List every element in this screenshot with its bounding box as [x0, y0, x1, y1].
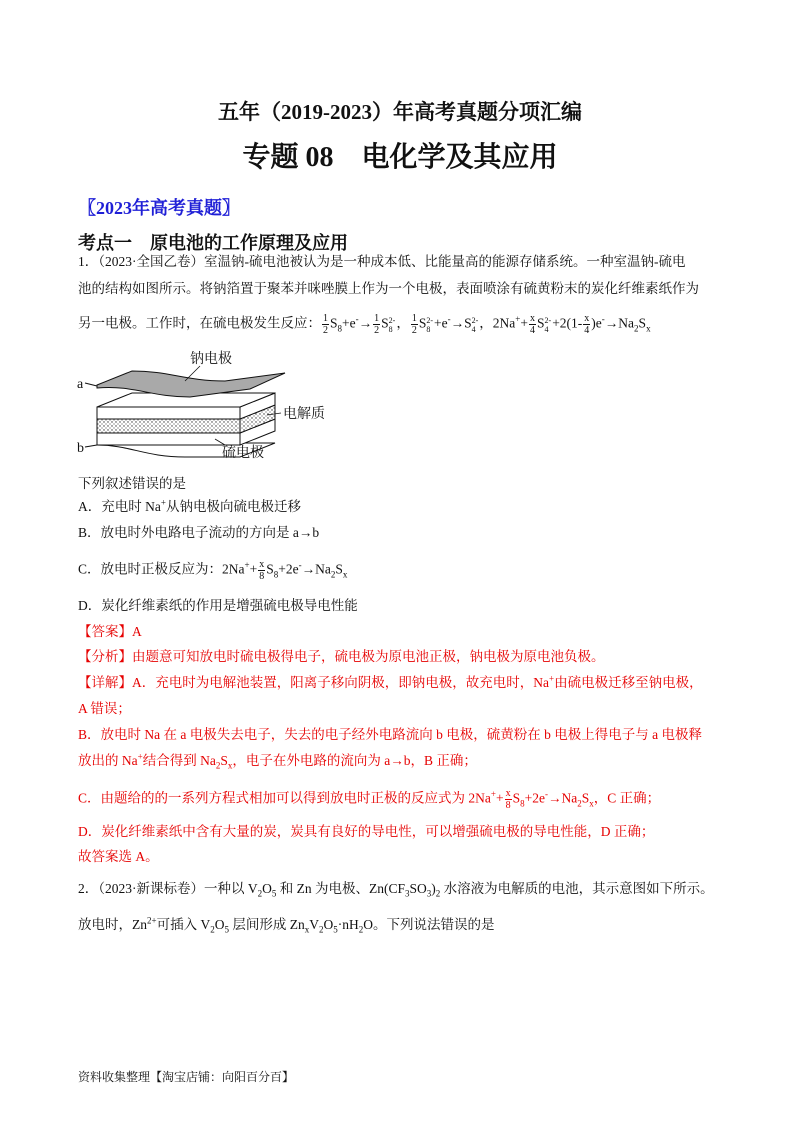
q1-detail-line-5: [78, 788, 660, 811]
subscript: x: [342, 569, 348, 580]
subscript: 5: [224, 924, 229, 935]
fraction: [505, 788, 512, 811]
fraction-denominator: 8: [259, 571, 265, 582]
subscript: 2: [257, 888, 263, 899]
subscript: 4: [544, 324, 549, 334]
q1-option-a: [78, 498, 301, 516]
fraction-denominator: 4: [584, 325, 590, 336]
q1-detail-line-7: 故答案选 A。: [78, 849, 159, 864]
q1-detail-line-2: A 错误；: [78, 701, 131, 716]
subscript: 8: [426, 324, 431, 334]
text-run: →Na: [547, 790, 578, 806]
subscript: 8: [520, 798, 525, 809]
text-run: S: [512, 790, 521, 806]
wire-b: [85, 445, 97, 447]
text-run: S: [220, 753, 228, 768]
subscript: 2: [634, 323, 639, 334]
text-run: S: [381, 315, 389, 331]
knowledge-point-heading: 考点一 原电池的工作原理及应用: [78, 233, 348, 253]
subscript: x: [227, 760, 233, 771]
year-heading: 〖2023年高考真题〗: [78, 198, 240, 218]
text-run: 可插入 V: [156, 917, 211, 932]
document-title: 五年（2019-2023）年高考真题分项汇编: [218, 100, 582, 124]
fraction: [529, 313, 536, 336]
text-run: +2e: [278, 561, 299, 577]
q1-detail-line-1: [78, 674, 703, 692]
text-run: S: [537, 315, 545, 331]
subscript: 8: [273, 569, 279, 580]
electrode-label-b: b: [77, 441, 84, 456]
fraction-denominator: 2: [323, 325, 328, 336]
text-run: 另一电极。工作时，在硫电极发生反应：: [78, 315, 321, 331]
superscript: -: [298, 560, 302, 571]
subscript: 2: [358, 924, 364, 935]
fraction: [258, 559, 265, 582]
superscript: 2-: [388, 315, 396, 325]
subscript: 3: [405, 888, 410, 899]
text-run: S: [266, 561, 274, 577]
text-run: →Na: [301, 561, 331, 577]
subscript: 5: [333, 924, 338, 935]
topic-title: 专题 08 电化学及其应用: [242, 142, 558, 173]
q1-prompt: 下列叙述错误的是: [78, 476, 186, 491]
electrolyte-label: 电解质: [283, 407, 325, 422]
text-run: )e: [591, 315, 602, 331]
superscript: -: [447, 314, 451, 325]
q1-analysis: 【分析】由题意可知放电时硫电极得电子，硫电极为原电池正极，钠电极为原电池负极。: [78, 649, 605, 664]
text-run: 层间形成 Zn: [228, 917, 305, 932]
sodium-electrode-label: 钠电极: [190, 352, 232, 367]
text-run: 放电时，Zn: [78, 917, 147, 932]
fraction-denominator: 2: [411, 325, 417, 336]
superscript: +: [160, 497, 166, 508]
electrode-label-a: a: [77, 377, 84, 392]
superscript: -: [355, 314, 359, 325]
wire-a: [85, 383, 97, 386]
stacked-index: [389, 316, 396, 334]
superscript: -: [544, 789, 548, 800]
subscript: 4: [471, 324, 476, 334]
q1-stem-line-3: [78, 313, 651, 336]
stacked-index: [472, 316, 479, 334]
superscript: +: [490, 789, 496, 800]
text-run: O: [323, 917, 334, 932]
text-run: O: [214, 917, 225, 932]
fraction-numerator: 1: [323, 313, 328, 324]
superscript: -: [601, 314, 605, 325]
fraction-numerator: x: [530, 313, 535, 324]
subscript: 2: [435, 888, 441, 899]
subscript: 2: [210, 924, 215, 935]
subscript: 8: [388, 324, 393, 334]
text-run: 和 Zn 为电极、Zn(CF: [276, 881, 406, 896]
fraction-numerator: 1: [411, 313, 417, 324]
text-run: S: [418, 315, 427, 331]
superscript: 2-: [471, 315, 479, 325]
fraction-numerator: x: [505, 788, 511, 799]
subscript: 3: [426, 888, 432, 899]
text-run: SO: [409, 881, 427, 896]
text-run: 【详解】A．充电时为电解池装置，阳离子移向阴极，即钠电极，故充电时，Na: [78, 675, 549, 690]
text-run: +e: [434, 315, 448, 331]
stacked-index: [426, 316, 433, 334]
subscript: 8: [337, 323, 343, 334]
q1-stem-line-1: 1．（2023·全国乙卷）室温钠-硫电池被认为是一种成本低、比能量高的能源存储系统。一种室温钠-硫电: [78, 254, 686, 269]
text-run: →Na: [604, 315, 635, 331]
subscript: 2: [318, 924, 324, 935]
text-run: →S: [450, 315, 472, 331]
q1-answer: 【答案】A: [78, 624, 142, 639]
subscript: x: [646, 323, 651, 334]
fraction-denominator: 8: [505, 800, 511, 811]
text-run: →: [358, 315, 373, 331]
fraction: [322, 313, 329, 336]
text-run: S: [335, 561, 343, 577]
text-run: O: [262, 881, 272, 896]
fraction-numerator: x: [259, 559, 265, 570]
text-run: +: [495, 790, 504, 806]
text-run: 水溶液为电解质的电池，其示意图如下所示。: [440, 881, 714, 896]
battery-structure-diagram: [75, 345, 345, 465]
subscript: 2: [577, 798, 582, 809]
text-run: V: [309, 917, 319, 932]
q1-detail-line-4: [78, 752, 477, 770]
page-footer: 资料收集整理【淘宝店铺：向阳百分百】: [78, 1070, 295, 1084]
fraction-denominator: 2: [374, 325, 380, 336]
text-run: C．放电时正极反应为：2Na: [78, 561, 245, 577]
q1-option-b: B．放电时外电路电子流动的方向是 a→b: [78, 525, 320, 540]
text-run: 2．（2023·新课标卷）一种以 V: [78, 881, 258, 896]
text-run: S: [330, 315, 338, 331]
q2-stem-line-1: [78, 880, 714, 898]
sulfur-electrode-label: 硫电极: [222, 446, 264, 461]
fraction: [411, 313, 418, 336]
q1-detail-line-3: B．放电时 Na 在 a 电极失去电子，失去的电子经外电路流向 b 电极，硫黄粉在 b 电极上得电子与 a 电极释: [78, 727, 702, 742]
subscript: x: [589, 798, 594, 809]
text-run: S: [581, 790, 590, 806]
superscript: 2+: [147, 915, 157, 926]
fraction: [583, 313, 590, 336]
q1-option-c: [78, 559, 347, 582]
text-run: ，: [396, 315, 410, 331]
text-run: C．由题给的的一系列方程式相加可以得到放电时正极的反应式为 2Na: [78, 790, 491, 806]
superscript: +: [549, 673, 555, 684]
text-run: ·nH: [337, 917, 359, 932]
text-run: 结合得到 Na: [142, 753, 216, 768]
text-run: ，电子在外电路的流向为 a→b，B 正确；: [232, 753, 477, 768]
text-run: ): [431, 881, 436, 896]
stacked-index: [545, 316, 552, 334]
fraction-denominator: 4: [530, 325, 535, 336]
superscript: 2-: [544, 315, 552, 325]
subscript: 2: [215, 760, 221, 771]
superscript: +: [137, 751, 143, 762]
text-run: A．充电时 Na: [78, 499, 161, 514]
q2-stem-line-2: [78, 916, 494, 934]
superscript: +: [515, 314, 521, 325]
fraction-numerator: x: [584, 313, 590, 324]
text-run: +: [520, 315, 528, 331]
subscript: x: [304, 924, 310, 935]
q1-detail-line-6: D．炭化纤维素纸中含有大量的炭，炭具有良好的导电性，可以增强硫电极的导电性能，D 正确；: [78, 824, 655, 839]
superscript: 2-: [426, 315, 433, 325]
text-run: +e: [342, 315, 356, 331]
fraction: [373, 313, 380, 336]
q1-stem-line-2: 池的结构如图所示。将钠箔置于聚苯并咪唑膜上作为一个电极，表面喷涂有硫黄粉末的炭化纤维素纸作为: [78, 281, 699, 296]
text-run: S: [638, 315, 647, 331]
subscript: 5: [271, 888, 277, 899]
text-run: ，C 正确；: [593, 790, 661, 806]
text-run: ，2Na: [479, 315, 516, 331]
subscript: 2: [330, 569, 336, 580]
text-run: 由硫电极迁移至钠电极，: [554, 675, 703, 690]
text-run: O。下列说法错误的是: [363, 917, 495, 932]
superscript: +: [244, 560, 250, 571]
text-run: 从钠电极向硫电极迁移: [165, 499, 301, 514]
fraction-numerator: 1: [374, 313, 380, 324]
text-run: 放出的 Na: [78, 753, 138, 768]
q1-option-d: D．炭化纤维素纸的作用是增强硫电极导电性能: [78, 598, 358, 613]
text-run: +2(1-: [552, 315, 583, 331]
text-run: +: [249, 561, 258, 577]
text-run: +2e: [524, 790, 545, 806]
